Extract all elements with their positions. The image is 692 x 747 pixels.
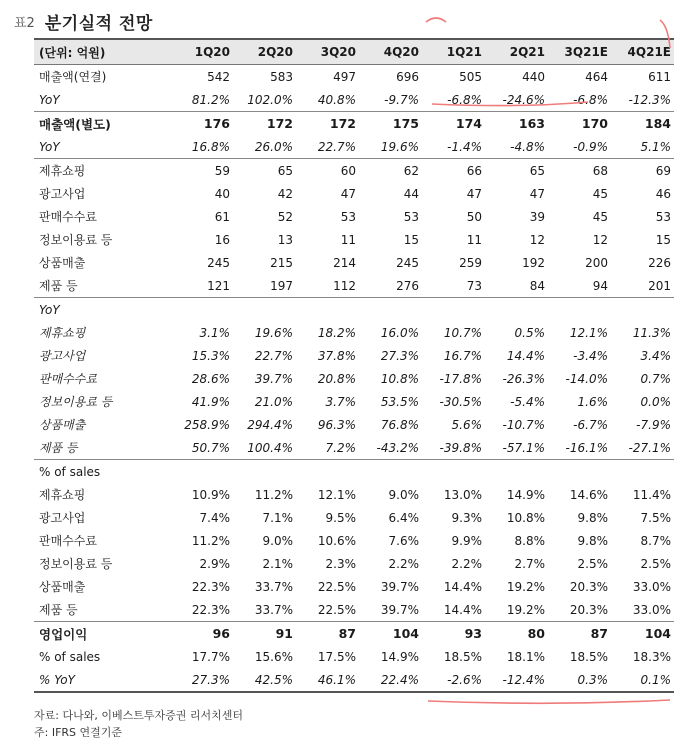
data-cell: 39 — [529, 209, 545, 224]
data-cell: 174 — [422, 112, 485, 136]
data-cell: -3.4% — [573, 348, 608, 363]
row-label: 제휴쇼핑 — [39, 488, 86, 502]
data-cell: 583 — [270, 69, 293, 84]
row-label: 정보이용료 등 — [39, 395, 113, 409]
row-label: 광고사업 — [39, 349, 86, 363]
data-cell: 65 — [233, 159, 296, 183]
data-cell: 176 — [170, 112, 233, 136]
data-cell: 696 — [396, 69, 419, 84]
data-cell: 91 — [233, 622, 296, 646]
row-label: 제휴쇼핑 — [34, 159, 170, 183]
data-cell: 47 — [529, 186, 545, 201]
data-cell: 33.0% — [632, 602, 671, 617]
data-cell: 16.8% — [191, 139, 230, 154]
row-label: 판매수수료 — [39, 210, 97, 224]
data-cell: 93 — [422, 622, 485, 646]
data-cell: 505 — [459, 69, 482, 84]
data-cell: 46 — [655, 186, 671, 201]
data-cell: 102.0% — [247, 92, 293, 107]
data-cell: 50 — [466, 209, 482, 224]
data-cell: 66 — [422, 159, 485, 183]
data-cell: 12 — [529, 232, 545, 247]
data-cell: 39.7% — [254, 371, 293, 386]
data-cell: 10.8% — [506, 510, 545, 525]
data-cell: 2.5% — [640, 556, 671, 571]
header-cell: 3Q21E — [548, 39, 611, 65]
data-cell: 112 — [333, 278, 356, 293]
data-cell: 3.4% — [640, 348, 671, 363]
header-row — [34, 39, 674, 65]
data-cell: 21.0% — [254, 394, 293, 409]
data-cell: 27.3% — [380, 348, 419, 363]
data-cell: -4.8% — [510, 139, 545, 154]
data-cell: 14.9% — [380, 649, 419, 664]
data-cell: 8.8% — [514, 533, 545, 548]
data-cell: 40.8% — [317, 92, 356, 107]
data-cell: 87 — [548, 622, 611, 646]
data-cell: 497 — [333, 69, 356, 84]
data-cell — [611, 298, 674, 322]
data-cell: 9.8% — [577, 533, 608, 548]
table-row — [34, 436, 674, 460]
table-row — [34, 344, 674, 367]
row-label: 정보이용료 등 — [39, 557, 113, 571]
row-label: 제품 등 — [39, 441, 78, 455]
table-row — [34, 251, 674, 274]
data-cell: 22.5% — [317, 579, 356, 594]
data-cell: -30.5% — [439, 394, 482, 409]
data-cell — [422, 298, 485, 322]
data-cell: 294.4% — [247, 417, 293, 432]
data-cell: 464 — [585, 69, 608, 84]
table-title — [14, 8, 153, 34]
data-cell: 84 — [529, 278, 545, 293]
data-cell: 94 — [592, 278, 608, 293]
table-row — [34, 321, 674, 344]
row-label: 정보이용료 등 — [39, 233, 113, 247]
data-cell: 2.5% — [577, 556, 608, 571]
data-cell: 68 — [548, 159, 611, 183]
data-cell: 22.7% — [317, 139, 356, 154]
data-cell: 7.5% — [640, 510, 671, 525]
data-cell: -7.9% — [636, 417, 671, 432]
data-cell: 20.3% — [569, 602, 608, 617]
data-cell: -6.7% — [573, 417, 608, 432]
basis-note: 주: IFRS 연결기준 — [34, 726, 123, 739]
data-cell: 11 — [466, 232, 482, 247]
data-cell: 61 — [214, 209, 230, 224]
header-cell: 4Q21E — [611, 39, 674, 65]
data-cell: 6.4% — [388, 510, 419, 525]
data-cell: 20.3% — [569, 579, 608, 594]
row-label: 제품 등 — [39, 603, 78, 617]
data-cell: -6.8% — [447, 92, 482, 107]
data-cell — [485, 460, 548, 484]
data-cell: 81.2% — [191, 92, 230, 107]
data-cell: -27.1% — [628, 440, 671, 455]
data-cell: 11.4% — [632, 487, 671, 502]
data-cell: 170 — [548, 112, 611, 136]
data-cell: 258.9% — [184, 417, 230, 432]
row-label: % of sales — [34, 460, 170, 484]
table-row — [34, 367, 674, 390]
data-cell: -14.0% — [565, 371, 608, 386]
header-cell: 1Q21 — [422, 39, 485, 65]
data-cell: 163 — [485, 112, 548, 136]
table-row — [34, 228, 674, 251]
data-cell: -2.6% — [422, 668, 485, 692]
data-cell: 14.4% — [443, 579, 482, 594]
data-cell: 104 — [611, 622, 674, 646]
data-cell: 22.3% — [191, 602, 230, 617]
data-cell: 9.3% — [451, 510, 482, 525]
data-cell: 16 — [214, 232, 230, 247]
row-label: 상품매출 — [39, 580, 86, 594]
header-cell: 4Q20 — [359, 39, 422, 65]
data-cell: 47 — [340, 186, 356, 201]
data-cell: 172 — [233, 112, 296, 136]
data-cell: 13 — [277, 232, 293, 247]
data-cell — [296, 298, 359, 322]
header-cell: 3Q20 — [296, 39, 359, 65]
data-cell: -0.9% — [573, 139, 608, 154]
data-cell: 52 — [277, 209, 293, 224]
data-cell: 200 — [585, 255, 608, 270]
data-cell: 3.1% — [199, 325, 230, 340]
data-cell: 10.7% — [443, 325, 482, 340]
data-cell: 53 — [340, 209, 356, 224]
data-cell: 17.7% — [191, 649, 230, 664]
table-number: 표2 — [14, 15, 35, 31]
data-cell: 9.9% — [451, 533, 482, 548]
data-cell: 96 — [170, 622, 233, 646]
row-label: YoY — [39, 92, 60, 107]
row-label: % YoY — [34, 668, 170, 692]
data-cell: 0.3% — [548, 668, 611, 692]
data-cell — [359, 460, 422, 484]
data-cell: -12.4% — [485, 668, 548, 692]
data-cell: 45 — [592, 209, 608, 224]
data-cell: 7.2% — [325, 440, 356, 455]
data-cell: 33.0% — [632, 579, 671, 594]
data-cell — [359, 298, 422, 322]
data-cell: 15.3% — [191, 348, 230, 363]
data-cell: 18.1% — [506, 649, 545, 664]
data-cell: 37.8% — [317, 348, 356, 363]
data-cell: 14.4% — [443, 602, 482, 617]
table-row — [34, 575, 674, 598]
row-label: % of sales — [39, 649, 101, 664]
data-cell: 18.3% — [632, 649, 671, 664]
data-cell: 2.2% — [388, 556, 419, 571]
table-row — [34, 205, 674, 228]
data-cell: -16.1% — [565, 440, 608, 455]
row-label: 매출액(연결) — [39, 70, 107, 84]
data-cell: 53 — [403, 209, 419, 224]
data-cell: 2.2% — [451, 556, 482, 571]
data-cell: 259 — [459, 255, 482, 270]
data-cell — [170, 460, 233, 484]
data-cell: -6.8% — [573, 92, 608, 107]
table-row — [34, 65, 674, 89]
data-cell: 121 — [207, 278, 230, 293]
data-cell: -5.4% — [510, 394, 545, 409]
data-cell: 215 — [270, 255, 293, 270]
data-cell: 10.9% — [191, 487, 230, 502]
data-cell: 9.5% — [325, 510, 356, 525]
data-cell: 184 — [611, 112, 674, 136]
table-row — [34, 413, 674, 436]
data-cell: 197 — [270, 278, 293, 293]
data-cell: -43.2% — [376, 440, 419, 455]
row-label: 제휴쇼핑 — [39, 326, 86, 340]
data-cell: -10.7% — [502, 417, 545, 432]
data-cell: 39.7% — [380, 579, 419, 594]
data-cell — [548, 298, 611, 322]
data-cell: -26.3% — [502, 371, 545, 386]
data-cell — [548, 460, 611, 484]
data-cell: 175 — [359, 112, 422, 136]
data-cell: 0.1% — [611, 668, 674, 692]
data-cell: 53 — [655, 209, 671, 224]
data-cell: 15.6% — [254, 649, 293, 664]
data-cell: 0.5% — [514, 325, 545, 340]
table-row — [34, 135, 674, 159]
data-cell: 2.3% — [325, 556, 356, 571]
table-row — [34, 506, 674, 529]
data-cell: 7.6% — [388, 533, 419, 548]
header-cell: 2Q21 — [485, 39, 548, 65]
row-label: YoY — [39, 139, 60, 154]
data-cell: 53.5% — [380, 394, 419, 409]
data-cell: 245 — [207, 255, 230, 270]
data-cell: 104 — [359, 622, 422, 646]
table-row — [34, 460, 674, 484]
data-cell: 201 — [648, 278, 671, 293]
row-label: 광고사업 — [39, 511, 86, 525]
data-cell: -9.7% — [384, 92, 419, 107]
data-cell: 19.2% — [506, 579, 545, 594]
data-cell: 12 — [592, 232, 608, 247]
header-cell: (단위: 억원) — [34, 39, 170, 65]
row-label: 매출액(별도) — [34, 112, 170, 136]
data-cell: 8.7% — [640, 533, 671, 548]
data-cell: 14.9% — [506, 487, 545, 502]
data-cell: 45 — [592, 186, 608, 201]
data-cell: 3.7% — [325, 394, 356, 409]
row-label: 상품매출 — [39, 256, 86, 270]
data-cell: 226 — [648, 255, 671, 270]
data-cell: -57.1% — [502, 440, 545, 455]
data-cell: 17.5% — [317, 649, 356, 664]
data-cell: 276 — [396, 278, 419, 293]
table-heading: 분기실적 전망 — [44, 13, 153, 34]
data-cell: 69 — [611, 159, 674, 183]
data-cell: 27.3% — [170, 668, 233, 692]
data-cell: 16.7% — [443, 348, 482, 363]
data-cell: 33.7% — [254, 602, 293, 617]
data-cell: 50.7% — [191, 440, 230, 455]
data-cell: 12.1% — [317, 487, 356, 502]
data-cell — [485, 298, 548, 322]
data-cell — [233, 298, 296, 322]
data-cell: 40 — [214, 186, 230, 201]
table-row — [34, 529, 674, 552]
data-cell — [296, 460, 359, 484]
data-cell: 2.9% — [199, 556, 230, 571]
data-cell: 13.0% — [443, 487, 482, 502]
data-cell: 59 — [170, 159, 233, 183]
data-cell: 39.7% — [380, 602, 419, 617]
data-cell: 542 — [207, 69, 230, 84]
table-row — [34, 483, 674, 506]
data-cell — [170, 298, 233, 322]
data-cell: 11.2% — [191, 533, 230, 548]
data-cell: 33.7% — [254, 579, 293, 594]
data-cell: 22.4% — [359, 668, 422, 692]
data-cell: 28.6% — [191, 371, 230, 386]
data-cell — [233, 460, 296, 484]
data-cell: 192 — [522, 255, 545, 270]
table-row — [34, 112, 674, 136]
data-cell: 214 — [333, 255, 356, 270]
header-cell: 2Q20 — [233, 39, 296, 65]
data-cell: 10.6% — [317, 533, 356, 548]
data-cell: 245 — [396, 255, 419, 270]
data-cell: 44 — [403, 186, 419, 201]
data-cell: 9.8% — [577, 510, 608, 525]
data-cell: 15 — [403, 232, 419, 247]
data-cell: 14.6% — [569, 487, 608, 502]
data-cell: 47 — [466, 186, 482, 201]
data-cell: 19.2% — [506, 602, 545, 617]
data-cell: 11.3% — [632, 325, 671, 340]
data-cell: 440 — [522, 69, 545, 84]
data-cell: 5.1% — [640, 139, 671, 154]
data-cell: 96.3% — [317, 417, 356, 432]
data-cell: 14.4% — [506, 348, 545, 363]
table-row — [34, 390, 674, 413]
data-cell: 22.7% — [254, 348, 293, 363]
data-cell: 10.8% — [380, 371, 419, 386]
data-cell: 46.1% — [296, 668, 359, 692]
data-cell: 18.5% — [443, 649, 482, 664]
data-cell: 65 — [485, 159, 548, 183]
data-cell: 5.6% — [451, 417, 482, 432]
data-cell: 172 — [296, 112, 359, 136]
table-row — [34, 298, 674, 322]
data-cell: 2.1% — [262, 556, 293, 571]
data-cell: -17.8% — [439, 371, 482, 386]
data-cell: -24.6% — [502, 92, 545, 107]
data-cell: 7.1% — [262, 510, 293, 525]
data-cell: 62 — [359, 159, 422, 183]
data-cell: 87 — [296, 622, 359, 646]
row-label: YoY — [34, 298, 170, 322]
source-note: 자료: 다나와, 이베스트투자증권 리서치센터 — [34, 709, 243, 722]
data-cell: 42 — [277, 186, 293, 201]
table-row — [34, 552, 674, 575]
data-cell: -39.8% — [439, 440, 482, 455]
row-label: 광고사업 — [39, 187, 86, 201]
data-cell: 0.7% — [640, 371, 671, 386]
table-row — [34, 645, 674, 668]
data-cell: 611 — [648, 69, 671, 84]
table-row — [34, 274, 674, 298]
row-label: 상품매출 — [39, 418, 86, 432]
data-cell — [422, 460, 485, 484]
data-cell: 22.3% — [191, 579, 230, 594]
table-row — [34, 182, 674, 205]
data-cell: 80 — [485, 622, 548, 646]
data-cell — [611, 460, 674, 484]
table-row — [34, 598, 674, 622]
data-cell: -12.3% — [628, 92, 671, 107]
data-cell: 18.2% — [317, 325, 356, 340]
data-cell: 76.8% — [380, 417, 419, 432]
data-cell: 42.5% — [233, 668, 296, 692]
data-cell: 20.8% — [317, 371, 356, 386]
data-cell: 41.9% — [191, 394, 230, 409]
data-cell: 73 — [466, 278, 482, 293]
data-cell: 60 — [296, 159, 359, 183]
table-row — [34, 88, 674, 112]
data-cell: 2.7% — [514, 556, 545, 571]
data-cell: 19.6% — [254, 325, 293, 340]
data-cell: 11 — [340, 232, 356, 247]
data-cell: 100.4% — [247, 440, 293, 455]
data-cell: 11.2% — [254, 487, 293, 502]
table-row — [34, 622, 674, 646]
row-label: 제품 등 — [39, 279, 78, 293]
table-row — [34, 159, 674, 183]
table-row — [34, 668, 674, 692]
data-cell: 26.0% — [254, 139, 293, 154]
row-label: 영업이익 — [34, 622, 170, 646]
data-cell: 15 — [655, 232, 671, 247]
data-cell: 9.0% — [388, 487, 419, 502]
data-cell: 18.5% — [569, 649, 608, 664]
data-cell: -1.4% — [447, 139, 482, 154]
data-cell: 19.6% — [380, 139, 419, 154]
row-label: 판매수수료 — [39, 372, 97, 386]
data-cell: 22.5% — [317, 602, 356, 617]
quarterly-forecast-table — [34, 38, 674, 693]
data-cell: 1.6% — [577, 394, 608, 409]
data-cell: 0.0% — [640, 394, 671, 409]
data-cell: 16.0% — [380, 325, 419, 340]
data-cell: 9.0% — [262, 533, 293, 548]
header-cell: 1Q20 — [170, 39, 233, 65]
data-cell: 7.4% — [199, 510, 230, 525]
row-label: 판매수수료 — [39, 534, 97, 548]
data-cell: 12.1% — [569, 325, 608, 340]
